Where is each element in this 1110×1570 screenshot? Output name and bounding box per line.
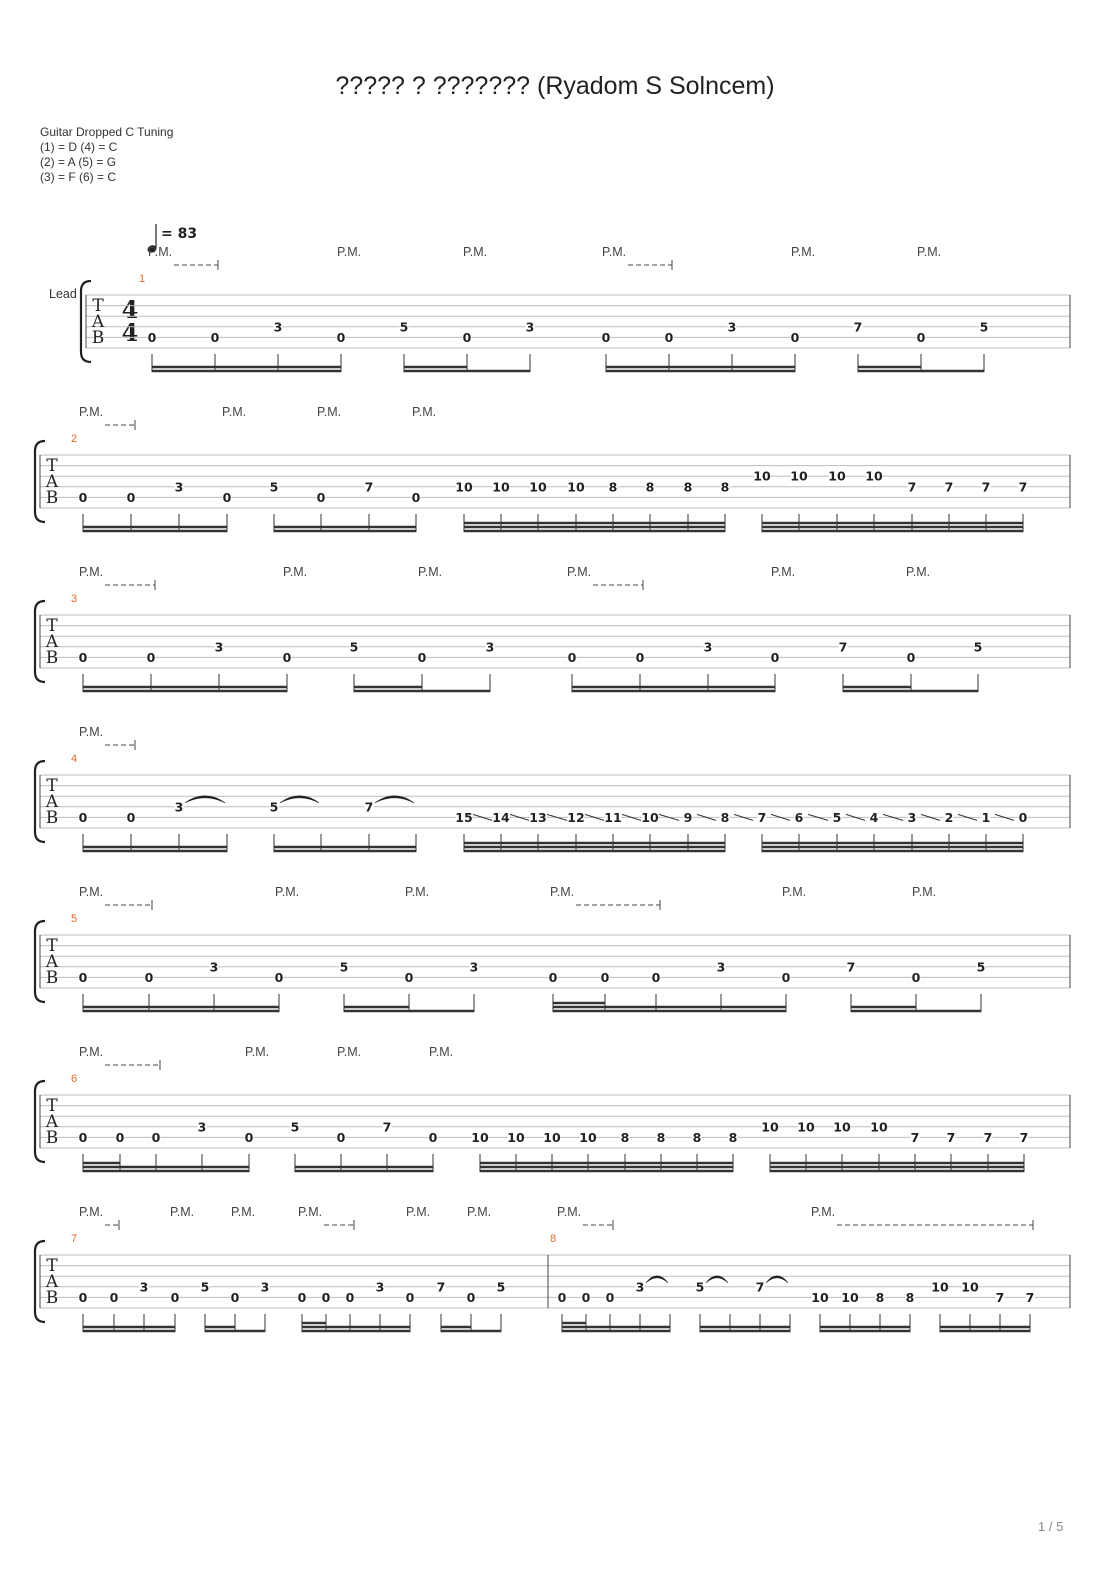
fret-number: 10 (543, 1129, 561, 1145)
fret-number: 3 (139, 1279, 149, 1295)
fret-number: 3 (525, 319, 535, 335)
tab-clef-letter: B (45, 808, 59, 828)
fret-number: 3 (375, 1279, 385, 1295)
fret-number: 10 (641, 809, 659, 825)
tab-clef-letter: A (45, 472, 59, 492)
fret-number: 0 (906, 649, 916, 665)
palm-mute-label: P.M. (245, 1045, 270, 1059)
palm-mute-label: P.M. (317, 405, 342, 419)
tie-arc (185, 796, 225, 803)
fret-number: 0 (78, 649, 88, 665)
fret-number: 0 (911, 969, 921, 985)
fret-number: 8 (905, 1289, 915, 1305)
tab-clef-letter: T (92, 296, 104, 316)
palm-mute-label: P.M. (405, 885, 430, 899)
fret-number: 5 (290, 1119, 300, 1135)
tab-clef-letter: B (91, 328, 105, 348)
fret-number: 0 (274, 969, 284, 985)
fret-number: 0 (146, 649, 156, 665)
palm-mute-label: P.M. (782, 885, 807, 899)
fret-number: 9 (683, 809, 693, 825)
tab-system (35, 565, 1070, 691)
tab-clef-letter: A (45, 1272, 59, 1292)
fret-number: 7 (757, 809, 767, 825)
fret-number: 0 (115, 1129, 125, 1145)
fret-number: 8 (608, 479, 618, 495)
fret-number: 2 (944, 809, 954, 825)
fret-number: 0 (600, 969, 610, 985)
tab-clef-letter: T (46, 776, 58, 796)
fret-number: 0 (297, 1289, 307, 1305)
palm-mute-label: P.M. (79, 725, 104, 739)
tempo-label: = 83 (161, 226, 198, 242)
fret-number: 0 (316, 489, 326, 505)
fret-number: 14 (492, 809, 510, 825)
fret-number: 10 (753, 468, 771, 484)
fret-number: 4 (869, 809, 879, 825)
fret-number: 0 (635, 649, 645, 665)
fret-number: 7 (364, 799, 374, 815)
fret-number: 0 (230, 1289, 240, 1305)
fret-number: 0 (126, 489, 136, 505)
fret-number: 7 (853, 319, 863, 335)
tab-clef-letter: B (45, 1128, 59, 1148)
fret-number: 5 (200, 1279, 210, 1295)
fret-number: 0 (601, 329, 611, 345)
fret-number: 0 (651, 969, 661, 985)
fret-number: 7 (382, 1119, 392, 1135)
tab-clef-letter: T (46, 456, 58, 476)
tab-system (81, 245, 1070, 371)
fret-number: 8 (656, 1129, 666, 1145)
fret-number: 3 (214, 639, 224, 655)
tab-system (35, 405, 1070, 531)
palm-mute-label: P.M. (337, 1045, 362, 1059)
fret-number: 0 (244, 1129, 254, 1145)
fret-number: 0 (405, 1289, 415, 1305)
bar-number: 5 (71, 913, 78, 925)
fret-number: 10 (961, 1279, 979, 1295)
palm-mute-label: P.M. (79, 405, 104, 419)
fret-number: 0 (78, 969, 88, 985)
fret-number: 10 (797, 1119, 815, 1135)
fret-number: 3 (174, 799, 184, 815)
tab-clef-letter: B (45, 968, 59, 988)
fret-number: 7 (995, 1289, 1005, 1305)
fret-number: 5 (269, 479, 279, 495)
fret-number: 0 (210, 329, 220, 345)
palm-mute-label: P.M. (602, 245, 627, 259)
palm-mute-label: P.M. (791, 245, 816, 259)
fret-number: 0 (567, 649, 577, 665)
palm-mute-label: P.M. (412, 405, 437, 419)
fret-number: 3 (907, 809, 917, 825)
palm-mute-label: P.M. (906, 565, 931, 579)
fret-number: 7 (1019, 1129, 1029, 1145)
fret-number: 7 (1018, 479, 1028, 495)
fret-number: 0 (336, 1129, 346, 1145)
tab-clef-letter: B (45, 1288, 59, 1308)
tab-clef-letter: B (45, 488, 59, 508)
fret-number: 5 (349, 639, 359, 655)
bar-number: 4 (71, 753, 78, 765)
fret-number: 3 (174, 479, 184, 495)
tab-clef-letter: A (45, 952, 59, 972)
fret-number: 5 (976, 959, 986, 975)
fret-number: 10 (761, 1119, 779, 1135)
fret-number: 5 (973, 639, 983, 655)
fret-number: 8 (875, 1289, 885, 1305)
fret-number: 3 (273, 319, 283, 335)
fret-number: 0 (1018, 809, 1028, 825)
fret-number: 0 (466, 1289, 476, 1305)
fret-number: 0 (336, 329, 346, 345)
fret-number: 0 (170, 1289, 180, 1305)
fret-number: 10 (507, 1129, 525, 1145)
fret-number: 8 (645, 479, 655, 495)
fret-number: 0 (144, 969, 154, 985)
fret-number: 0 (404, 969, 414, 985)
palm-mute-label: P.M. (222, 405, 247, 419)
tab-system (35, 725, 1070, 851)
tab-clef-letter: T (46, 1256, 58, 1276)
tab-clef-letter: A (45, 1112, 59, 1132)
tuning-line: (3) = F (6) = C (40, 170, 117, 184)
fret-number: 0 (151, 1129, 161, 1145)
fret-number: 0 (321, 1289, 331, 1305)
fret-number: 3 (485, 639, 495, 655)
fret-number: 0 (78, 1129, 88, 1145)
fret-number: 10 (811, 1289, 829, 1305)
fret-number: 0 (581, 1289, 591, 1305)
fret-number: 0 (605, 1289, 615, 1305)
fret-number: 10 (790, 468, 808, 484)
fret-number: 10 (455, 479, 473, 495)
fret-number: 0 (78, 1289, 88, 1305)
fret-number: 0 (916, 329, 926, 345)
fret-number: 7 (946, 1129, 956, 1145)
fret-number: 13 (529, 809, 547, 825)
palm-mute-label: P.M. (275, 885, 300, 899)
page-number: 1 / 5 (1038, 1519, 1064, 1534)
track-name: Lead (49, 287, 77, 301)
fret-number: 0 (282, 649, 292, 665)
fret-number: 10 (828, 468, 846, 484)
palm-mute-label: P.M. (79, 565, 104, 579)
fret-number: 3 (635, 1279, 645, 1295)
bar-number: 8 (550, 1233, 557, 1245)
fret-number: 0 (222, 489, 232, 505)
tab-system (35, 1205, 1070, 1331)
fret-number: 5 (832, 809, 842, 825)
palm-mute-label: P.M. (337, 245, 362, 259)
palm-mute-label: P.M. (283, 565, 308, 579)
fret-number: 8 (692, 1129, 702, 1145)
fret-number: 0 (411, 489, 421, 505)
fret-number: 7 (944, 479, 954, 495)
fret-number: 10 (579, 1129, 597, 1145)
fret-number: 8 (720, 479, 730, 495)
fret-number: 5 (399, 319, 409, 335)
fret-number: 7 (755, 1279, 765, 1295)
fret-number: 0 (78, 809, 88, 825)
fret-number: 7 (364, 479, 374, 495)
tuning-line: (1) = D (4) = C (40, 140, 118, 154)
palm-mute-label: P.M. (467, 1205, 492, 1219)
tab-system (35, 1045, 1070, 1171)
palm-mute-label: P.M. (79, 885, 104, 899)
palm-mute-label: P.M. (79, 1045, 104, 1059)
fret-number: 0 (790, 329, 800, 345)
fret-number: 0 (428, 1129, 438, 1145)
fret-number: 7 (910, 1129, 920, 1145)
fret-number: 10 (931, 1279, 949, 1295)
fret-number: 10 (471, 1129, 489, 1145)
tie-arc (706, 1276, 728, 1283)
bar-number: 3 (71, 593, 78, 605)
fret-number: 3 (209, 959, 219, 975)
tuning-name: Guitar Dropped C Tuning (40, 125, 174, 139)
bar-number: 1 (139, 273, 146, 285)
fret-number: 0 (664, 329, 674, 345)
tab-clef-letter: T (46, 616, 58, 636)
palm-mute-label: P.M. (463, 245, 488, 259)
fret-number: 7 (838, 639, 848, 655)
fret-number: 6 (794, 809, 804, 825)
fret-number: 5 (269, 799, 279, 815)
fret-number: 0 (109, 1289, 119, 1305)
fret-number: 0 (126, 809, 136, 825)
fret-number: 7 (907, 479, 917, 495)
palm-mute-label: P.M. (771, 565, 796, 579)
fret-number: 15 (455, 809, 473, 825)
palm-mute-label: P.M. (406, 1205, 431, 1219)
palm-mute-label: P.M. (567, 565, 592, 579)
fret-number: 3 (260, 1279, 270, 1295)
tie-arc (766, 1276, 788, 1283)
fret-number: 7 (1025, 1289, 1035, 1305)
fret-number: 0 (78, 489, 88, 505)
palm-mute-label: P.M. (912, 885, 937, 899)
fret-number: 8 (683, 479, 693, 495)
fret-number: 3 (197, 1119, 207, 1135)
fret-number: 5 (979, 319, 989, 335)
fret-number: 7 (981, 479, 991, 495)
fret-number: 5 (339, 959, 349, 975)
bar-number: 2 (71, 433, 78, 445)
fret-number: 7 (846, 959, 856, 975)
time-signature-top: 4 (121, 295, 139, 324)
fret-number: 0 (417, 649, 427, 665)
palm-mute-label: P.M. (557, 1205, 582, 1219)
fret-number: 0 (557, 1289, 567, 1305)
fret-number: 7 (983, 1129, 993, 1145)
fret-number: 0 (147, 329, 157, 345)
fret-number: 1 (981, 809, 991, 825)
fret-number: 0 (345, 1289, 355, 1305)
fret-number: 10 (492, 479, 510, 495)
tuning-line: (2) = A (5) = G (40, 155, 117, 169)
fret-number: 0 (462, 329, 472, 345)
palm-mute-label: P.M. (231, 1205, 256, 1219)
palm-mute-label: P.M. (418, 565, 443, 579)
fret-number: 3 (716, 959, 726, 975)
palm-mute-label: P.M. (811, 1205, 836, 1219)
palm-mute-label: P.M. (298, 1205, 323, 1219)
fret-number: 10 (870, 1119, 888, 1135)
tab-clef-letter: T (46, 936, 58, 956)
bar-number: 7 (71, 1233, 78, 1245)
fret-number: 7 (436, 1279, 446, 1295)
tab-clef-letter: B (45, 648, 59, 668)
time-signature-bottom: 4 (121, 318, 139, 347)
tab-clef-letter: A (45, 792, 59, 812)
palm-mute-label: P.M. (170, 1205, 195, 1219)
fret-number: 10 (841, 1289, 859, 1305)
fret-number: 8 (620, 1129, 630, 1145)
fret-number: 12 (567, 809, 585, 825)
palm-mute-label: P.M. (79, 1205, 104, 1219)
tab-system (35, 885, 1070, 1011)
fret-number: 8 (720, 809, 730, 825)
fret-number: 10 (529, 479, 547, 495)
fret-number: 11 (604, 809, 622, 825)
fret-number: 0 (781, 969, 791, 985)
song-title: ????? ? ??????? (Ryadom S Solncem) (335, 72, 775, 100)
fret-number: 8 (728, 1129, 738, 1145)
palm-mute-label: P.M. (148, 245, 173, 259)
fret-number: 3 (727, 319, 737, 335)
fret-number: 5 (695, 1279, 705, 1295)
tie-arc (646, 1276, 668, 1283)
tie-arc (375, 796, 414, 803)
palm-mute-label: P.M. (429, 1045, 454, 1059)
tab-clef-letter: A (45, 632, 59, 652)
tab-clef-letter: T (46, 1096, 58, 1116)
fret-number: 5 (496, 1279, 506, 1295)
fret-number: 3 (703, 639, 713, 655)
fret-number: 10 (833, 1119, 851, 1135)
fret-number: 10 (567, 479, 585, 495)
fret-number: 3 (469, 959, 479, 975)
tab-clef-letter: A (91, 312, 105, 332)
bar-number: 6 (71, 1073, 78, 1085)
palm-mute-label: P.M. (550, 885, 575, 899)
fret-number: 0 (548, 969, 558, 985)
palm-mute-label: P.M. (917, 245, 942, 259)
fret-number: 10 (865, 468, 883, 484)
tie-arc (280, 796, 319, 803)
fret-number: 0 (770, 649, 780, 665)
